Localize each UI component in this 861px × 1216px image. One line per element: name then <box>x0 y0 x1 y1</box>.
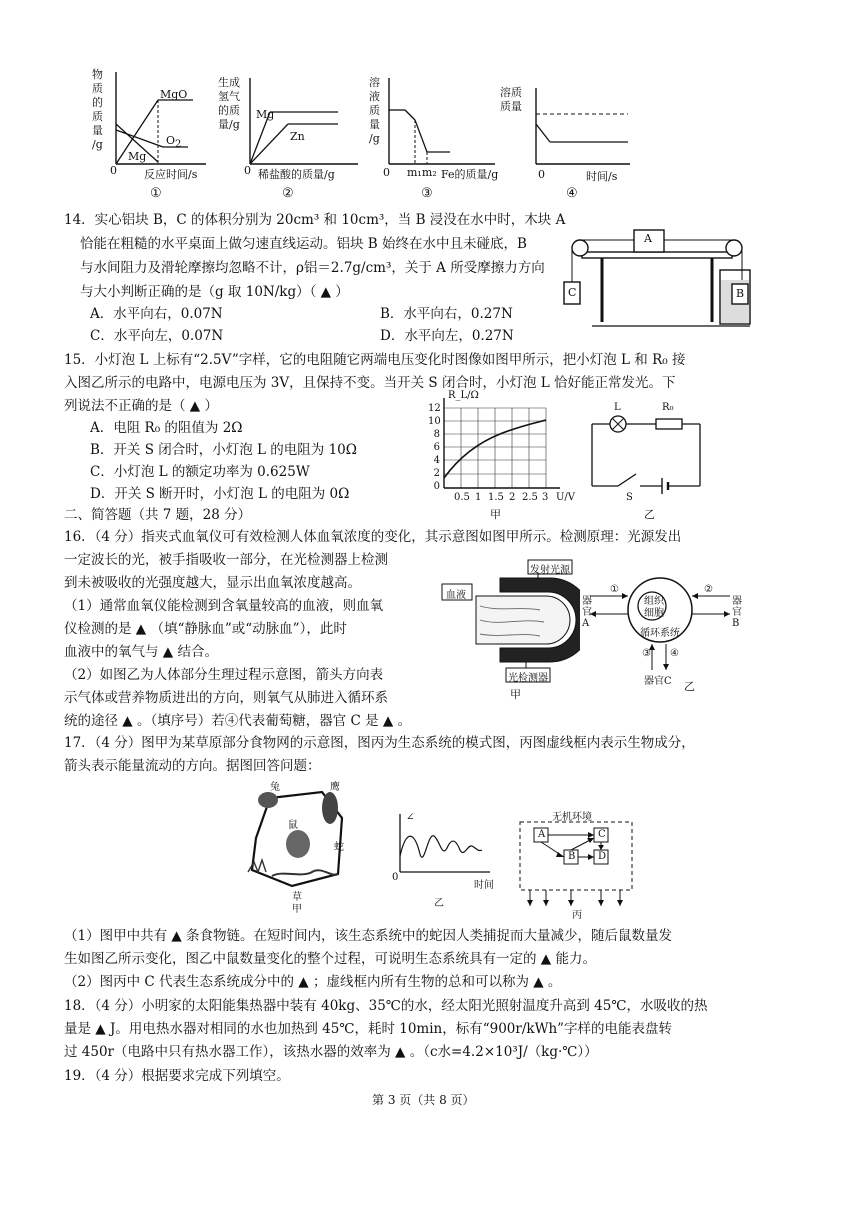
graph-2-ylabel: 生成 氢气 的质 量/g <box>218 76 240 131</box>
graph-2-origin: 0 <box>244 164 251 177</box>
graph-1-xlabel: 反应时间/s <box>144 168 198 181</box>
q14-block-a: A <box>644 232 652 245</box>
q16-figure-b-name: 乙 <box>684 680 695 693</box>
q15-graph-xlabel: U/V <box>556 492 576 503</box>
q15-circuit <box>582 400 712 522</box>
q17-figure-a <box>242 778 358 915</box>
graph-1-mg: Mg <box>128 150 147 163</box>
q16-arrow-1: ① <box>610 584 619 595</box>
graph-4 <box>500 82 640 207</box>
q16-figure-a-name: 甲 <box>510 688 521 701</box>
q14-option-a: A．水平向右，0.07N <box>90 306 223 322</box>
q16-line2: 一定波长的光，被手指吸收一部分，在光检测器上检测 <box>64 552 388 568</box>
graph-3-m: m₁m₂ <box>407 166 437 179</box>
q17-node-a: A <box>538 829 546 840</box>
q17-label-rabbit: 兔 <box>270 782 280 793</box>
q16-arrow-4: ④ <box>670 648 679 659</box>
q15-graph-name: 甲 <box>490 508 501 521</box>
q17-line2: 箭头表示能量流动的方向。据图回答问题： <box>64 758 321 774</box>
ytick: 6 <box>433 442 440 453</box>
q19-line1: 19．（4 分）根据要求完成下列填空。 <box>64 1068 290 1084</box>
graph-3-origin: 0 <box>383 166 390 179</box>
q15-xtick: 1.5 <box>488 492 504 503</box>
q16-source-label: 发射光源 <box>530 565 570 576</box>
q17-figure-c <box>516 806 636 921</box>
q16-center-1: 组织 <box>644 596 664 607</box>
q14-line2: 恰能在粗糙的水平桌面上做匀速直线运动。铝块 B 始终在水中且未碰底，B <box>80 236 527 252</box>
q16-organ-b: 器官B <box>732 596 742 629</box>
q17-label-snake: 蛇 <box>334 842 344 853</box>
graph-4-xlabel: 时间/s <box>586 170 618 183</box>
q16-line1: 16．（4 分）指夹式血氧仪可有效检测人体血氧浓度的变化，其示意图如图甲所示。检测原理：光源发出 <box>64 529 682 545</box>
q18-line1: 18．（4 分）小明家的太阳能集热器中装有 40kg、35℃的水，经太阳光照射温度升高到 45℃，水吸收的热 <box>64 998 708 1014</box>
q17-figure-c-title: 无机环境 <box>552 812 592 823</box>
graph-2-mg: Mg <box>256 108 275 121</box>
ytick: 0 <box>433 481 440 492</box>
q15-circuit-name: 乙 <box>644 508 655 521</box>
graph-3-ylabel: 溶 液 质 量 /g <box>369 76 380 145</box>
q17-label-mouse: 鼠 <box>288 820 298 831</box>
q16-part2-a: （2）如图乙为人体部分生理过程示意图，箭头方向表 <box>64 667 384 683</box>
q16-arrow-2: ② <box>704 584 713 595</box>
graph-4-origin: 0 <box>538 168 545 181</box>
q15-circuit-r0: R₀ <box>662 402 674 413</box>
q15-option-b: B．开关 S 闭合时，小灯泡 L 的电阻为 10Ω <box>90 442 357 458</box>
q16-blood-label: 血液 <box>446 590 466 601</box>
q17-figure-b-name: 乙 <box>434 898 444 909</box>
q14-line3: 与水间阻力及滑轮摩擦均忽略不计，ρ铝＝2.7g/cm³，关于 A 所受摩擦力方向 <box>80 260 545 276</box>
q15-circuit-l: L <box>614 402 621 413</box>
q14-option-c: C．水平向左，0.07N <box>90 328 224 344</box>
q15-xtick: 0.5 <box>454 492 470 503</box>
q14-block-b: B <box>736 287 745 300</box>
q15-option-c: C．小灯泡 L 的额定功率为 0.625W <box>90 464 310 480</box>
page-footer: 第 3 页（共 8 页） <box>372 1093 475 1107</box>
q15-option-a: A．电阻 R₀ 的阻值为 2Ω <box>90 420 243 436</box>
q17-label-hawk: 鹰 <box>330 782 340 793</box>
q17-figure-b-ylabel: ∠ <box>406 812 415 823</box>
ytick: 2 <box>433 468 440 479</box>
q17-figure-b-origin: 0 <box>392 872 399 883</box>
q15-xtick: 2.5 <box>522 492 538 503</box>
q15-line1: 15．小灯泡 L 上标有“2.5V”字样，它的电阻随它两端电压变化时图像如图甲所示，把小灯泡 L 和 R₀ 接 <box>64 352 686 368</box>
q18-line2: 量是 ▲ J。用电热水器对相同的水也加热到 45℃，耗时 10min，标有“900r/kWh”字样的电能表盘转 <box>64 1021 673 1037</box>
graph-3-xlabel: Fe的质量/g <box>441 168 499 181</box>
graph-3-number: ③ <box>421 186 433 201</box>
q17-figure-b-xlabel: 时间 <box>474 880 494 891</box>
q15-xtick: 1 <box>475 492 482 503</box>
q15-circuit-s: S <box>626 492 633 503</box>
q17-part1-a: （1）图甲中共有 ▲ 条食物链。在短时间内，该生态系统中的蛇因人类捕捉而大量减少，随后鼠数量发 <box>64 928 673 944</box>
graph-1-o2: $O_2$ <box>166 134 182 151</box>
q14-option-d: D．水平向左，0.27N <box>380 328 514 344</box>
q16-part2-b: 示气体或营养物质进出的方向，则氧气从肺进入循环系 <box>64 690 388 706</box>
graph-3-svg <box>365 72 515 207</box>
q18-line3: 过 450r（电路中只有热水器工作），该热水器的效率为 ▲ 。（c水=4.2×10³J/（kg·℃）） <box>64 1044 598 1060</box>
q16-figure-a <box>440 556 580 701</box>
graph-1-mgo: MgO <box>160 88 188 101</box>
q16-line3: 到未被吸收的光强度越大，显示出血氧浓度越高。 <box>64 575 361 591</box>
graph-2 <box>218 72 368 207</box>
q16-center-3: 循环系统 <box>640 628 680 639</box>
q16-organ-c: 器官C <box>644 676 672 687</box>
ytick: 10 <box>428 416 441 427</box>
section-2-title: 二、简答题（共 7 题，28 分） <box>64 507 252 523</box>
q15-xtick: 2 <box>509 492 516 503</box>
graph-1 <box>88 62 218 207</box>
graph-4-number: ④ <box>566 186 578 201</box>
q14-block-c: C <box>568 286 577 299</box>
q15-graph <box>420 390 580 520</box>
graph-2-number: ② <box>282 186 294 201</box>
q14-option-b: B．水平向右，0.27N <box>380 306 513 322</box>
q17-figure-b <box>386 810 496 910</box>
graph-4-ylabel: 溶质 质量 <box>500 86 522 113</box>
q15-line2: 入图乙所示的电路中，电源电压为 3V，且保持不变。当开关 S 闭合时，小灯泡 L 恰好能正常发光。下 <box>64 375 676 391</box>
q15-graph-yticks <box>428 402 440 493</box>
graph-3 <box>365 72 515 207</box>
graph-2-xlabel: 稀盐酸的质量/g <box>258 168 335 181</box>
q17-part1-b: 生如图乙所示变化，图乙中鼠数量变化的整个过程，可说明生态系统具有一定的 ▲ 能力。 <box>64 951 596 967</box>
q15-line3: 列说法不正确的是（ ▲ ） <box>64 398 218 414</box>
q14-line4: 与大小判断正确的是（g 取 10N/kg）（ ▲ ） <box>80 284 349 300</box>
q16-detector-label: 光检测器 <box>508 673 548 684</box>
ytick: 12 <box>428 403 441 414</box>
q17-label-grass: 草 <box>292 892 302 903</box>
graph-1-origin: 0 <box>110 164 117 177</box>
ytick: 4 <box>433 455 440 466</box>
q17-figure-a-name: 甲 <box>292 904 302 915</box>
q15-option-d: D．开关 S 断开时，小灯泡 L 的电阻为 0Ω <box>90 486 350 502</box>
q15-circuit-svg <box>582 400 712 522</box>
q16-organ-a: 器官A <box>582 596 592 629</box>
q17-node-c: C <box>598 829 606 840</box>
q17-node-d: D <box>598 851 607 862</box>
q16-part2-c: 统的途径 ▲ 。（填序号）若④代表葡萄糖，器官 C 是 ▲ 。 <box>64 713 412 729</box>
q14-figure <box>562 222 752 334</box>
q15-xtick: 3 <box>542 492 549 503</box>
q16-part1-b: 仪检测的是 ▲ （填“静脉血”或“动脉血”），此时 <box>64 621 347 637</box>
q16-part1-a: （1）通常血氧仪能检测到含氧量较高的血液，则血氧 <box>64 598 384 614</box>
graph-1-number: ① <box>150 186 162 201</box>
q16-arrow-3: ③ <box>642 648 651 659</box>
q17-node-b: B <box>568 851 576 862</box>
q16-part1-c: 血液中的氧气与 ▲ 结合。 <box>64 644 218 660</box>
q17-line1: 17．（4 分）图甲为某草原部分食物网的示意图，图丙为生态系统的模式图，丙图虚线框内表示生物成分， <box>64 735 695 751</box>
q17-figure-c-name: 丙 <box>572 910 582 921</box>
q16-center-2: 细胞 <box>644 608 664 619</box>
q17-part2: （2）图丙中 C 代表生态系统成分中的 ▲ ；虚线框内所有生物的总和可以称为 ▲ 。 <box>64 974 562 990</box>
graph-1-ylabel: 物 质 的 质 量 /g <box>92 68 103 151</box>
q16-figure-b <box>582 566 742 696</box>
q15-graph-ylabel: R_L/Ω <box>448 390 479 401</box>
ytick: 8 <box>433 429 440 440</box>
graph-2-zn: Zn <box>290 130 305 143</box>
q14-line1: 14．实心铝块 B，C 的体积分别为 20cm³ 和 10cm³，当 B 浸没在水中时，木块 A <box>64 212 566 228</box>
q14-figure-svg <box>562 222 752 334</box>
